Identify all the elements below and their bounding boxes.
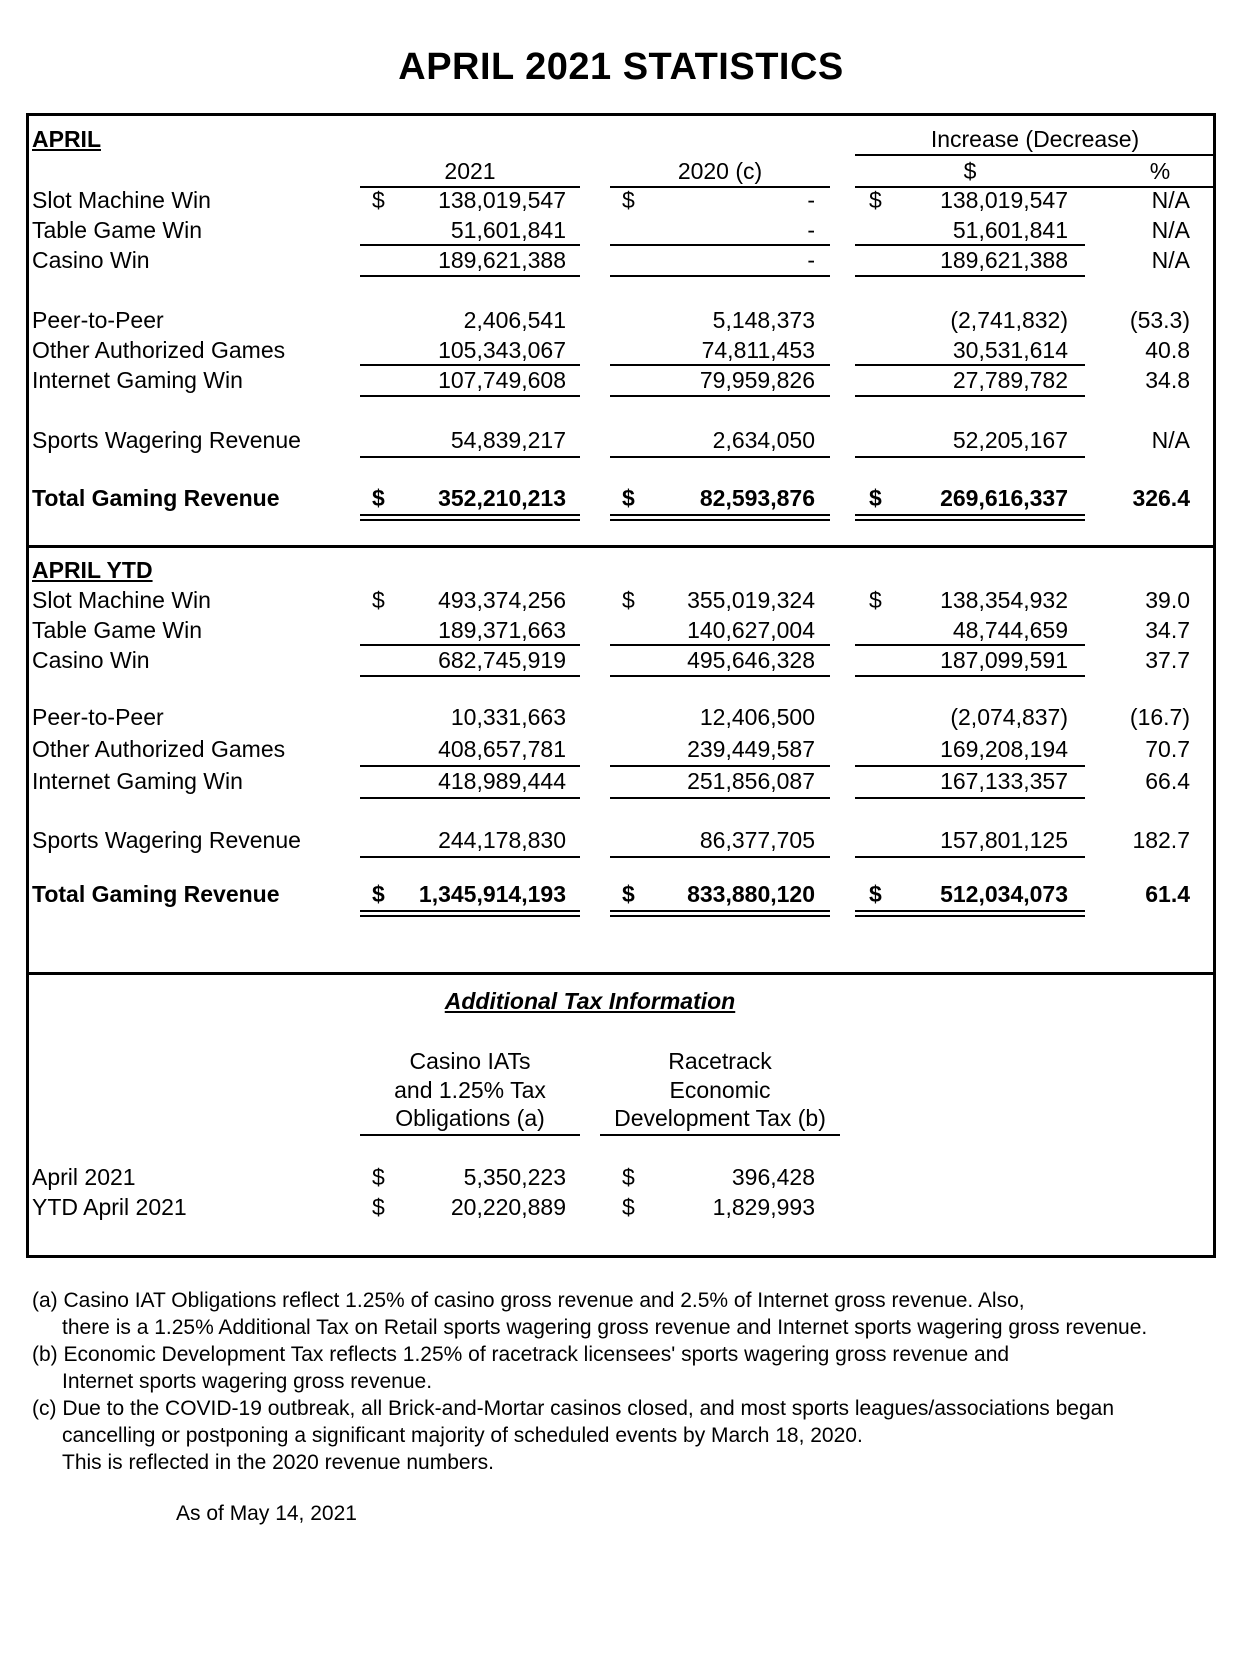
value-change: 157,801,125: [940, 827, 1068, 853]
value-2020: 239,449,587: [687, 736, 815, 762]
value-change: 167,133,357: [940, 768, 1068, 794]
subtotal-rule: [610, 675, 830, 677]
value-percent: 37.7: [1145, 647, 1190, 673]
value-percent: N/A: [1151, 247, 1190, 273]
row-label: Other Authorized Games: [32, 337, 286, 363]
value-percent: 61.4: [1145, 881, 1190, 907]
subtotal-rule: [855, 244, 1085, 246]
value-2021: 105,343,067: [438, 337, 566, 363]
value-2021: 107,749,608: [438, 367, 566, 393]
value-2021: 682,745,919: [438, 647, 566, 673]
row-label: Total Gaming Revenue: [32, 485, 280, 511]
value-percent: N/A: [1151, 187, 1190, 213]
tax-heading: Additional Tax Information: [444, 988, 736, 1014]
tax-col-b-line-1: Racetrack: [668, 1048, 772, 1074]
subtotal-rule: [610, 364, 830, 366]
value-2020: 12,406,500: [699, 704, 815, 730]
subtotal-rule: [610, 244, 830, 246]
subtotal-rule: [610, 797, 830, 799]
row-label: Casino Win: [32, 247, 150, 273]
footnote-c-line-3: This is reflected in the 2020 revenue numbers.: [62, 1451, 494, 1474]
value-2020: 2,634,050: [712, 427, 815, 453]
currency-sign: $: [372, 485, 385, 511]
subtotal-rule: [360, 364, 580, 366]
value-change: 187,099,591: [940, 647, 1068, 673]
subtotal-rule: [360, 395, 580, 397]
tax-value-iat: 5,350,223: [463, 1164, 566, 1190]
tax-col-a-line-3: Obligations (a): [395, 1105, 545, 1131]
subtotal-rule: [855, 644, 1085, 646]
currency-sign: $: [622, 1164, 635, 1190]
currency-sign: $: [372, 587, 385, 613]
value-2021: 1,345,914,193: [418, 881, 566, 907]
value-2021: 189,621,388: [438, 247, 566, 273]
value-change: 189,621,388: [940, 247, 1068, 273]
value-2020: 74,811,453: [701, 337, 815, 363]
value-percent: 66.4: [1145, 768, 1190, 794]
currency-sign: $: [869, 881, 882, 907]
value-change: 51,601,841: [952, 217, 1068, 243]
value-change: 169,208,194: [940, 736, 1068, 762]
value-2020: 495,646,328: [687, 647, 815, 673]
value-2020: -: [807, 217, 815, 243]
subtotal-rule: [855, 395, 1085, 397]
value-percent: 39.0: [1145, 587, 1190, 613]
value-2020: 355,019,324: [687, 587, 815, 613]
subtotal-rule: [360, 456, 580, 458]
value-change: 30,531,614: [952, 337, 1068, 363]
value-percent: 326.4: [1132, 485, 1190, 511]
subtotal-rule: [360, 856, 580, 858]
row-label: Sports Wagering Revenue: [32, 827, 301, 853]
value-2020: 79,959,826: [699, 367, 815, 393]
tax-header-rule: [600, 1134, 840, 1136]
row-label: Table Game Win: [32, 617, 203, 643]
total-double-rule: [360, 910, 580, 917]
value-2021: 10,331,663: [450, 704, 566, 730]
row-label: Total Gaming Revenue: [32, 881, 280, 907]
row-label: Internet Gaming Win: [32, 768, 243, 794]
header-rule: [855, 154, 1215, 156]
value-2020: 5,148,373: [712, 307, 815, 333]
tax-value-economic-development: 1,829,993: [712, 1194, 815, 1220]
footnote-b-line-2: Internet sports wagering gross revenue.: [62, 1370, 433, 1393]
value-change: 512,034,073: [940, 881, 1068, 907]
subtotal-rule: [855, 275, 1085, 277]
subtotal-rule: [610, 275, 830, 277]
subtotal-rule: [360, 244, 580, 246]
value-2020: -: [807, 187, 815, 213]
subtotal-rule: [360, 675, 580, 677]
currency-sign: $: [869, 485, 882, 511]
value-percent: N/A: [1151, 427, 1190, 453]
page-title: APRIL 2021 STATISTICS: [398, 46, 844, 88]
footnote-c-line-2: cancelling or postponing a significant majority of scheduled events by March 18, 2020.: [62, 1424, 863, 1447]
value-2020: 251,856,087: [687, 768, 815, 794]
currency-sign: $: [869, 587, 882, 613]
subtotal-rule: [855, 797, 1085, 799]
value-2020: 140,627,004: [687, 617, 815, 643]
subtotal-rule: [855, 765, 1085, 767]
value-percent: 34.7: [1145, 617, 1190, 643]
row-label: Sports Wagering Revenue: [32, 427, 301, 453]
increase-decrease-header: Increase (Decrease): [930, 126, 1140, 152]
footnote-a-line-2: there is a 1.25% Additional Tax on Retail sports wagering gross revenue and Internet sports wagering gross revenue.: [62, 1316, 1148, 1339]
column-header-2020: 2020 (c): [677, 158, 763, 184]
value-percent: 34.8: [1145, 367, 1190, 393]
subtotal-rule: [855, 856, 1085, 858]
currency-sign: $: [372, 881, 385, 907]
value-2021: 189,371,663: [438, 617, 566, 643]
row-label: Other Authorized Games: [32, 736, 286, 762]
subtotal-rule: [855, 675, 1085, 677]
total-double-rule: [610, 514, 830, 521]
section-divider: [26, 545, 1216, 548]
subtotal-rule: [855, 456, 1085, 458]
value-percent: (16.7): [1129, 704, 1190, 730]
value-change: 27,789,782: [952, 367, 1068, 393]
currency-sign: $: [622, 1194, 635, 1220]
value-change: 138,019,547: [940, 187, 1068, 213]
total-double-rule: [360, 514, 580, 521]
tax-row-label: April 2021: [32, 1164, 136, 1190]
as-of-date: As of May 14, 2021: [176, 1502, 357, 1525]
value-2021: 54,839,217: [450, 427, 566, 453]
row-label: Table Game Win: [32, 217, 203, 243]
footnote-b-line-1: (b) Economic Development Tax reflects 1.25% of racetrack licensees' sports wagering gross revenue and: [32, 1343, 1010, 1366]
value-change: 52,205,167: [952, 427, 1068, 453]
value-2020: -: [807, 247, 815, 273]
currency-sign: $: [622, 587, 635, 613]
value-2021: 493,374,256: [438, 587, 566, 613]
subtotal-rule: [610, 765, 830, 767]
footnote-a-line-1: (a) Casino IAT Obligations reflect 1.25% of casino gross revenue and 2.5% of Internet gross revenue. Also,: [32, 1289, 1025, 1312]
value-change: (2,741,832): [950, 307, 1068, 333]
section-label-april: APRIL: [32, 126, 101, 152]
subtotal-rule: [610, 395, 830, 397]
total-double-rule: [610, 910, 830, 917]
value-percent: 182.7: [1132, 827, 1190, 853]
row-label: Peer-to-Peer: [32, 307, 164, 333]
column-header-percent: %: [1149, 158, 1171, 184]
currency-sign: $: [372, 1164, 385, 1190]
value-percent: 40.8: [1145, 337, 1190, 363]
subtotal-rule: [360, 797, 580, 799]
row-label: Slot Machine Win: [32, 187, 211, 213]
value-2021: 408,657,781: [438, 736, 566, 762]
subtotal-rule: [855, 364, 1085, 366]
subtotal-rule: [610, 644, 830, 646]
total-double-rule: [855, 910, 1085, 917]
tax-header-rule: [360, 1134, 580, 1136]
subtotal-rule: [360, 765, 580, 767]
value-2021: 244,178,830: [438, 827, 566, 853]
currency-sign: $: [869, 187, 882, 213]
value-percent: 70.7: [1145, 736, 1190, 762]
value-2021: 2,406,541: [463, 307, 566, 333]
currency-sign: $: [622, 881, 635, 907]
tax-value-iat: 20,220,889: [450, 1194, 566, 1220]
row-label: Peer-to-Peer: [32, 704, 164, 730]
value-change: (2,074,837): [950, 704, 1068, 730]
tax-col-a-line-1: Casino IATs: [409, 1048, 531, 1074]
value-percent: (53.3): [1129, 307, 1190, 333]
section-label-april-ytd: APRIL YTD: [32, 557, 153, 583]
value-2020: 82,593,876: [699, 485, 815, 511]
currency-sign: $: [372, 1194, 385, 1220]
value-2021: 51,601,841: [450, 217, 566, 243]
column-header-dollar: $: [963, 158, 977, 184]
subtotal-rule: [360, 275, 580, 277]
tax-col-b-line-2: Economic: [669, 1077, 771, 1103]
tax-value-economic-development: 396,428: [731, 1164, 815, 1190]
value-2021: 138,019,547: [438, 187, 566, 213]
row-label: Internet Gaming Win: [32, 367, 243, 393]
value-2021: 352,210,213: [438, 485, 566, 511]
currency-sign: $: [622, 187, 635, 213]
value-percent: N/A: [1151, 217, 1190, 243]
currency-sign: $: [372, 187, 385, 213]
subtotal-rule: [610, 856, 830, 858]
row-label: Casino Win: [32, 647, 150, 673]
section-divider: [26, 972, 1216, 975]
value-change: 48,744,659: [952, 617, 1068, 643]
tax-col-a-line-2: and 1.25% Tax: [394, 1077, 546, 1103]
subtotal-rule: [610, 456, 830, 458]
value-2020: 86,377,705: [699, 827, 815, 853]
column-header-2021: 2021: [444, 158, 496, 184]
row-label: Slot Machine Win: [32, 587, 211, 613]
subtotal-rule: [360, 644, 580, 646]
value-change: 269,616,337: [940, 485, 1068, 511]
footnote-c-line-1: (c) Due to the COVID-19 outbreak, all Brick-and-Mortar casinos closed, and most sports leagues/associations began: [32, 1397, 1115, 1420]
value-change: 138,354,932: [940, 587, 1068, 613]
tax-col-b-line-3: Development Tax (b): [614, 1105, 826, 1131]
tax-row-label: YTD April 2021: [32, 1194, 187, 1220]
currency-sign: $: [622, 485, 635, 511]
value-2021: 418,989,444: [438, 768, 566, 794]
value-2020: 833,880,120: [687, 881, 815, 907]
total-double-rule: [855, 514, 1085, 521]
